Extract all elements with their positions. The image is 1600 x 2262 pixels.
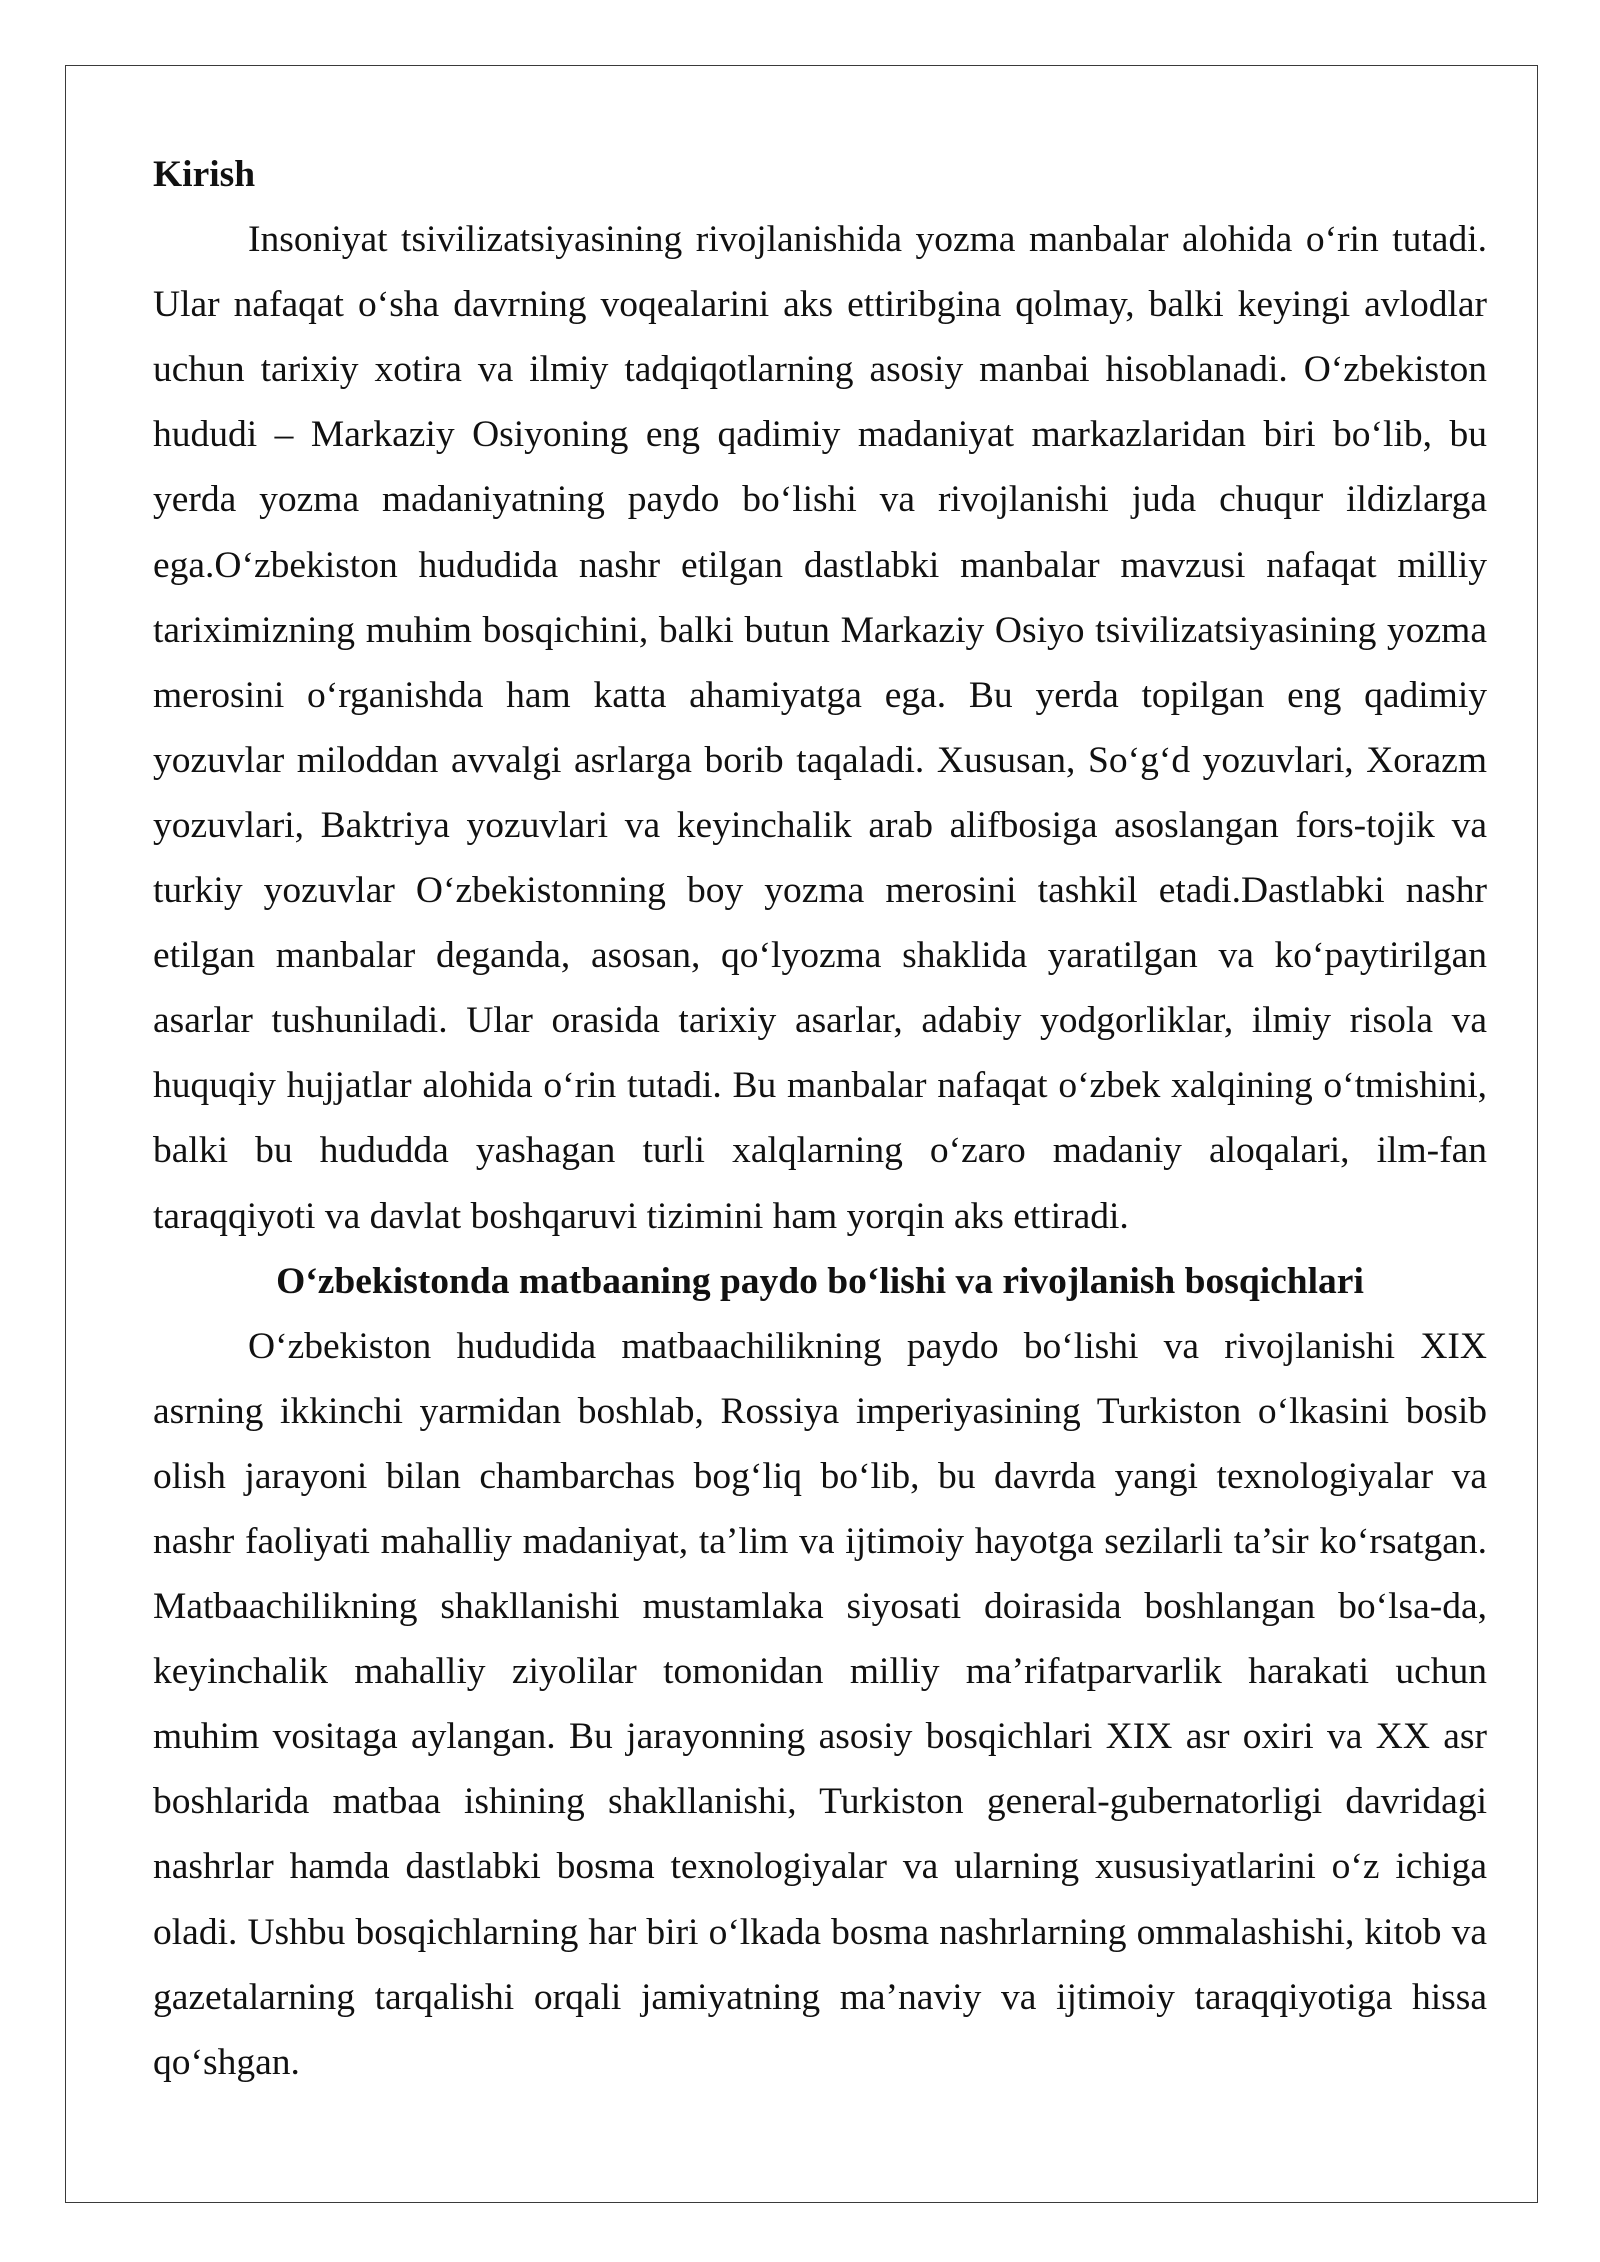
paragraph-line: keyinchalik mahalliy ziyolilar tomonidan milliy ma’rifatparvarlik harakati uchun xyxy=(153,1651,1487,1693)
paragraph-line: merosini o‘rganishda ham katta ahamiyatga ega. Bu yerda topilgan eng qadimiy xyxy=(153,674,1487,716)
intro-heading: Kirish xyxy=(153,154,256,195)
printing-history-paragraph xyxy=(153,1314,1487,2095)
paragraph-line: hududi – Markaziy Osiyoning eng qadimiy madaniyat markazlaridan biri bo‘lib, bu xyxy=(153,414,1487,456)
paragraph-line: asrning ikkinchi yarmidan boshlab, Rossiya imperiyasining Turkiston o‘lkasini bosib xyxy=(153,1390,1487,1432)
paragraph-line: nashrlar hamda dastlabki bosma texnologiyalar va ularning xususiyatlarini o‘z ichiga xyxy=(153,1846,1487,1888)
paragraph-line: etilgan manbalar deganda, asosan, qo‘lyozma shaklida yaratilgan va ko‘paytirilgan xyxy=(153,935,1487,977)
paragraph-line: Insoniyat tsivilizatsiyasining rivojlanishida yozma manbalar alohida o‘rin tutadi. xyxy=(248,219,1487,261)
paragraph-line: Matbaachilikning shakllanishi mustamlaka siyosati doirasida boshlangan bo‘lsa-da, xyxy=(153,1586,1487,1628)
paragraph-line: olish jarayoni bilan chambarchas bog‘liq bo‘lib, bu davrda yangi texnologiyalar va xyxy=(153,1455,1487,1497)
text-column xyxy=(153,142,1487,2095)
paragraph-line: yozuvlari, Baktriya yozuvlari va keyinchalik arab alifbosiga asoslangan fors-tojik va xyxy=(153,804,1487,846)
paragraph-line: oladi. Ushbu bosqichlarning har biri o‘lkada bosma nashrlarning ommalashishi, kitob va xyxy=(153,1911,1487,1953)
section-heading: O‘zbekistonda matbaaning paydo bo‘lishi va rivojlanish bosqichlari xyxy=(276,1260,1364,1302)
paragraph-line: muhim vositaga aylangan. Bu jarayonning asosiy bosqichlari XIX asr oxiri va XX asr xyxy=(153,1716,1487,1758)
paragraph-line: huquqiy hujjatlar alohida o‘rin tutadi. Bu manbalar nafaqat o‘zbek xalqining o‘tmishini, xyxy=(153,1065,1487,1107)
paragraph-line: tariximizning muhim bosqichini, balki butun Markaziy Osiyo tsivilizatsiyasining yozma xyxy=(153,609,1487,651)
paragraph-line: qo‘shgan. xyxy=(153,2041,300,2083)
paragraph-line: nashr faoliyati mahalliy madaniyat, ta’lim va ijtimoiy hayotga sezilarli ta’sir ko‘rsatgan. xyxy=(153,1520,1487,1562)
intro-paragraph xyxy=(153,207,1487,1249)
paragraph-line: gazetalarning tarqalishi orqali jamiyatning ma’naviy va ijtimoiy taraqqiyotiga hissa xyxy=(153,1976,1487,2018)
paragraph-line: boshlarida matbaa ishining shakllanishi, Turkiston general-gubernatorligi davridagi xyxy=(153,1781,1487,1823)
paragraph-line: Ular nafaqat o‘sha davrning voqealarini aks ettiribgina qolmay, balki keyingi avlodlar xyxy=(153,284,1487,326)
paragraph-line: uchun tarixiy xotira va ilmiy tadqiqotlarning asosiy manbai hisoblanadi. O‘zbekiston xyxy=(153,349,1487,391)
paragraph-line: yerda yozma madaniyatning paydo bo‘lishi va rivojlanishi juda chuqur ildizlarga xyxy=(153,479,1487,521)
paragraph-line: yozuvlar miloddan avvalgi asrlarga borib taqaladi. Xususan, So‘g‘d yozuvlari, Xorazm xyxy=(153,739,1487,781)
paragraph-line: ega.O‘zbekiston hududida nashr etilgan dastlabki manbalar mavzusi nafaqat milliy xyxy=(153,544,1487,586)
paragraph-line: turkiy yozuvlar O‘zbekistonning boy yozma merosini tashkil etadi.Dastlabki nashr xyxy=(153,870,1487,912)
paragraph-line: taraqqiyoti va davlat boshqaruvi tizimini ham yorqin aks ettiradi. xyxy=(153,1195,1129,1237)
paragraph-line: asarlar tushuniladi. Ular orasida tarixiy asarlar, adabiy yodgorliklar, ilmiy risola va xyxy=(153,1000,1487,1042)
paragraph-line: balki bu hududda yashagan turli xalqlarning o‘zaro madaniy aloqalari, ilm-fan xyxy=(153,1130,1487,1172)
paragraph-line: O‘zbekiston hududida matbaachilikning paydo bo‘lishi va rivojlanishi XIX xyxy=(248,1325,1487,1367)
